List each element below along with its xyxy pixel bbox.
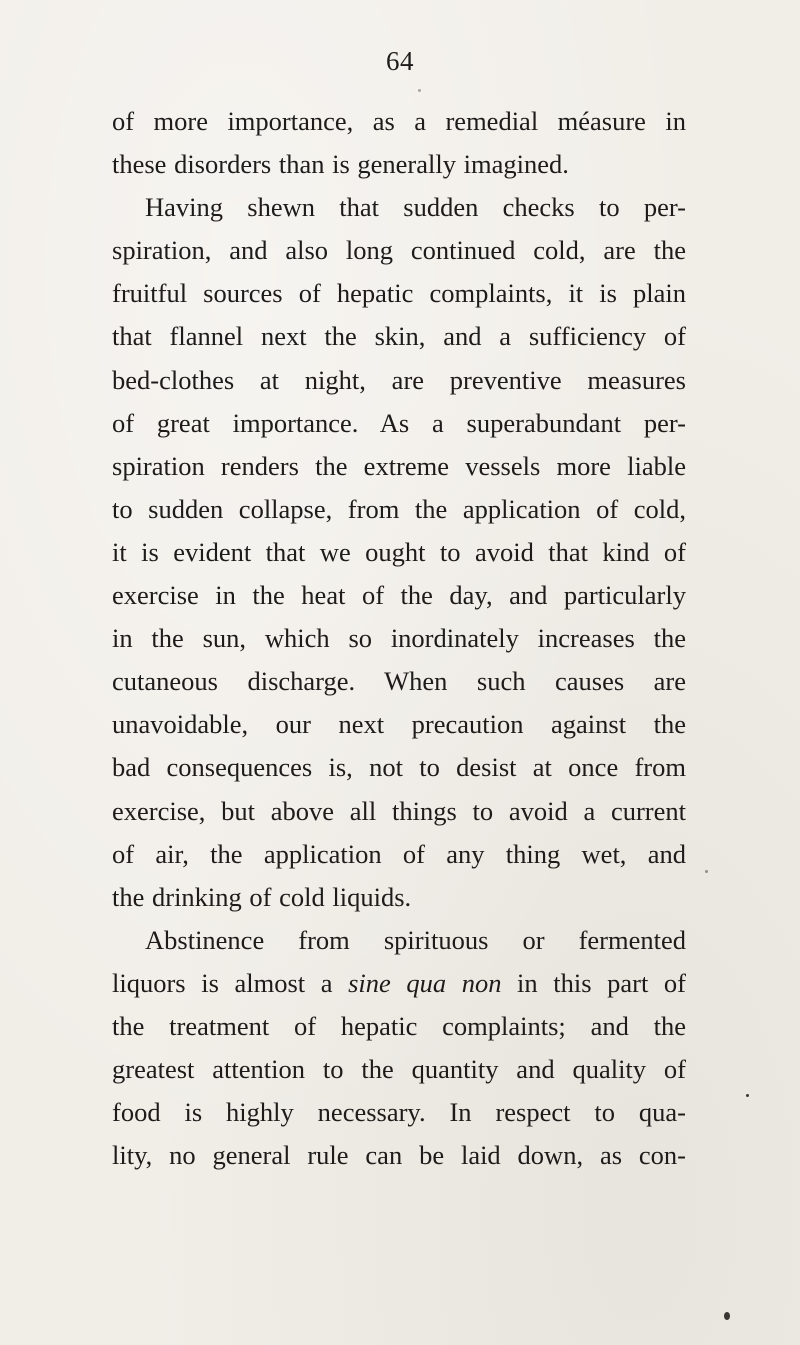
text-line: of more importance, as a remedial méasure in (112, 106, 686, 136)
ink-speck (724, 1312, 730, 1320)
italic-phrase: sine qua non (348, 967, 502, 998)
text-span: liquors is almost a (112, 967, 349, 998)
text-line: Abstinence from spirituous or fermented (145, 924, 686, 955)
text-line: the treatment of hepatic complaints; and the (112, 1010, 686, 1041)
text-line: bad consequences is, not to desist at once from (112, 752, 686, 783)
text-line: in the sun, which so inordinately increases the (112, 623, 686, 654)
text-line: cutaneous discharge. When such causes are (112, 666, 686, 697)
text-line: unavoidable, our next precaution against the (112, 709, 686, 740)
body-text (112, 100, 686, 1177)
text-line: Having shewn that sudden checks to per- (145, 192, 686, 223)
text-line: to sudden collapse, from the application of cold, (112, 493, 686, 524)
text-line: of air, the application of any thing wet, and (112, 838, 686, 869)
text-line: food is highly necessary. In respect to qua- (112, 1097, 686, 1128)
text-line: exercise in the heat of the day, and particularly (112, 580, 686, 611)
text-line: the drinking of cold liquids. (112, 881, 412, 912)
ink-speck (746, 1094, 749, 1097)
text-line: fruitful sources of hepatic complaints, it is plain (112, 278, 686, 309)
page-number: 64 (386, 46, 414, 76)
ink-speck (705, 870, 708, 873)
text-line-with-italic (112, 962, 686, 1005)
text-line: spiration renders the extreme vessels more liable (112, 450, 686, 481)
text-line: spiration, and also long continued cold, are the (112, 235, 686, 266)
text-line: greatest attention to the quantity and quality of (112, 1054, 686, 1085)
ink-speck (418, 89, 421, 92)
text-line: exercise, but above all things to avoid a current (112, 795, 686, 826)
text-line: it is evident that we ought to avoid that kind of (112, 536, 686, 567)
text-line: that flannel next the skin, and a sufficiency of (112, 321, 686, 352)
text-line: these disorders than is generally imagined. (112, 149, 569, 180)
text-line: lity, no general rule can be laid down, as con- (112, 1140, 686, 1171)
text-span: in this part of (501, 967, 686, 998)
text-line: of great importance. As a superabundant per- (112, 407, 686, 438)
text-line: bed-clothes at night, are preventive measures (112, 364, 686, 395)
